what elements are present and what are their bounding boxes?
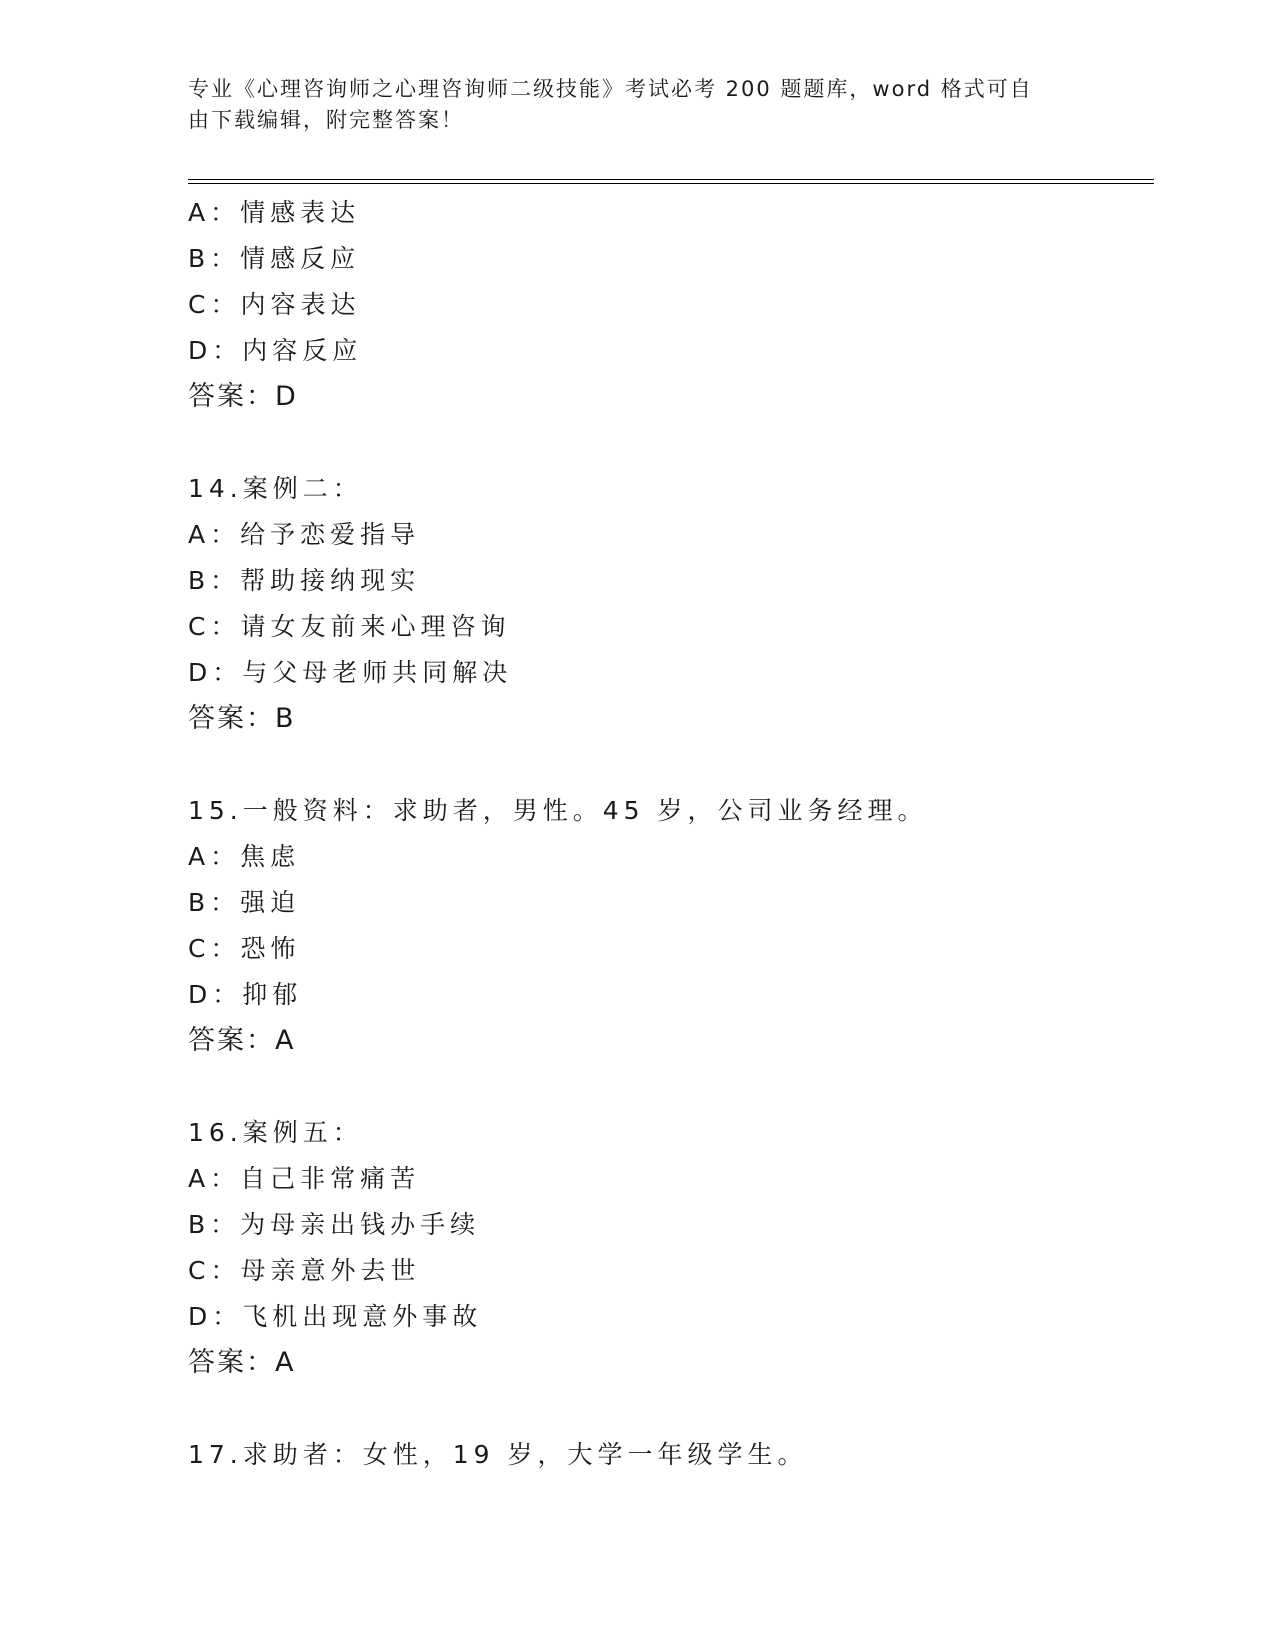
question-list bbox=[188, 190, 1154, 1478]
option-c: C：内容表达 bbox=[188, 290, 361, 319]
option-c: C：恐怖 bbox=[188, 934, 301, 963]
option-a: A：情感表达 bbox=[188, 198, 361, 227]
header-divider-bottom bbox=[188, 183, 1154, 184]
question-text: 14.案例二： bbox=[188, 474, 363, 503]
block-spacer bbox=[188, 742, 1154, 788]
question-text: 17.求助者：女性，19 岁，大学一年级学生。 bbox=[188, 1440, 808, 1469]
option-b: B：为母亲出钱办手续 bbox=[188, 1210, 481, 1239]
option-a: A：给予恋爱指导 bbox=[188, 520, 421, 549]
option-b: B：情感反应 bbox=[188, 244, 361, 273]
question-block bbox=[188, 190, 1154, 466]
header-line-2: 由下载编辑，附完整答案！ bbox=[188, 108, 464, 132]
question-block bbox=[188, 466, 1154, 788]
question-block bbox=[188, 1110, 1154, 1432]
option-c: C：请女友前来心理咨询 bbox=[188, 612, 511, 641]
option-a: A：焦虑 bbox=[188, 842, 301, 871]
answer-line: 答案：D bbox=[188, 381, 298, 412]
option-d: D：内容反应 bbox=[188, 336, 363, 365]
question-block bbox=[188, 788, 1154, 1110]
answer-line: 答案：B bbox=[188, 703, 296, 734]
option-b: B：强迫 bbox=[188, 888, 301, 917]
option-d: D：与父母老师共同解决 bbox=[188, 658, 513, 687]
block-spacer bbox=[188, 420, 1154, 466]
question-text: 15.一般资料：求助者，男性。45 岁，公司业务经理。 bbox=[188, 796, 928, 825]
block-spacer bbox=[188, 1064, 1154, 1110]
question-block bbox=[188, 1432, 1154, 1478]
option-d: D：抑郁 bbox=[188, 980, 303, 1009]
option-b: B：帮助接纳现实 bbox=[188, 566, 421, 595]
answer-line: 答案：A bbox=[188, 1347, 296, 1378]
option-c: C：母亲意外去世 bbox=[188, 1256, 421, 1285]
option-d: D：飞机出现意外事故 bbox=[188, 1302, 483, 1331]
header-line-1: 专业《心理咨询师之心理咨询师二级技能》考试必考 200 题题库，word 格式可自 bbox=[188, 77, 1033, 101]
option-a: A：自己非常痛苦 bbox=[188, 1164, 421, 1193]
block-spacer bbox=[188, 1386, 1154, 1432]
question-text: 16.案例五： bbox=[188, 1118, 363, 1147]
answer-line: 答案：A bbox=[188, 1025, 296, 1056]
document-header bbox=[188, 74, 1068, 136]
header-divider-top bbox=[188, 179, 1154, 180]
